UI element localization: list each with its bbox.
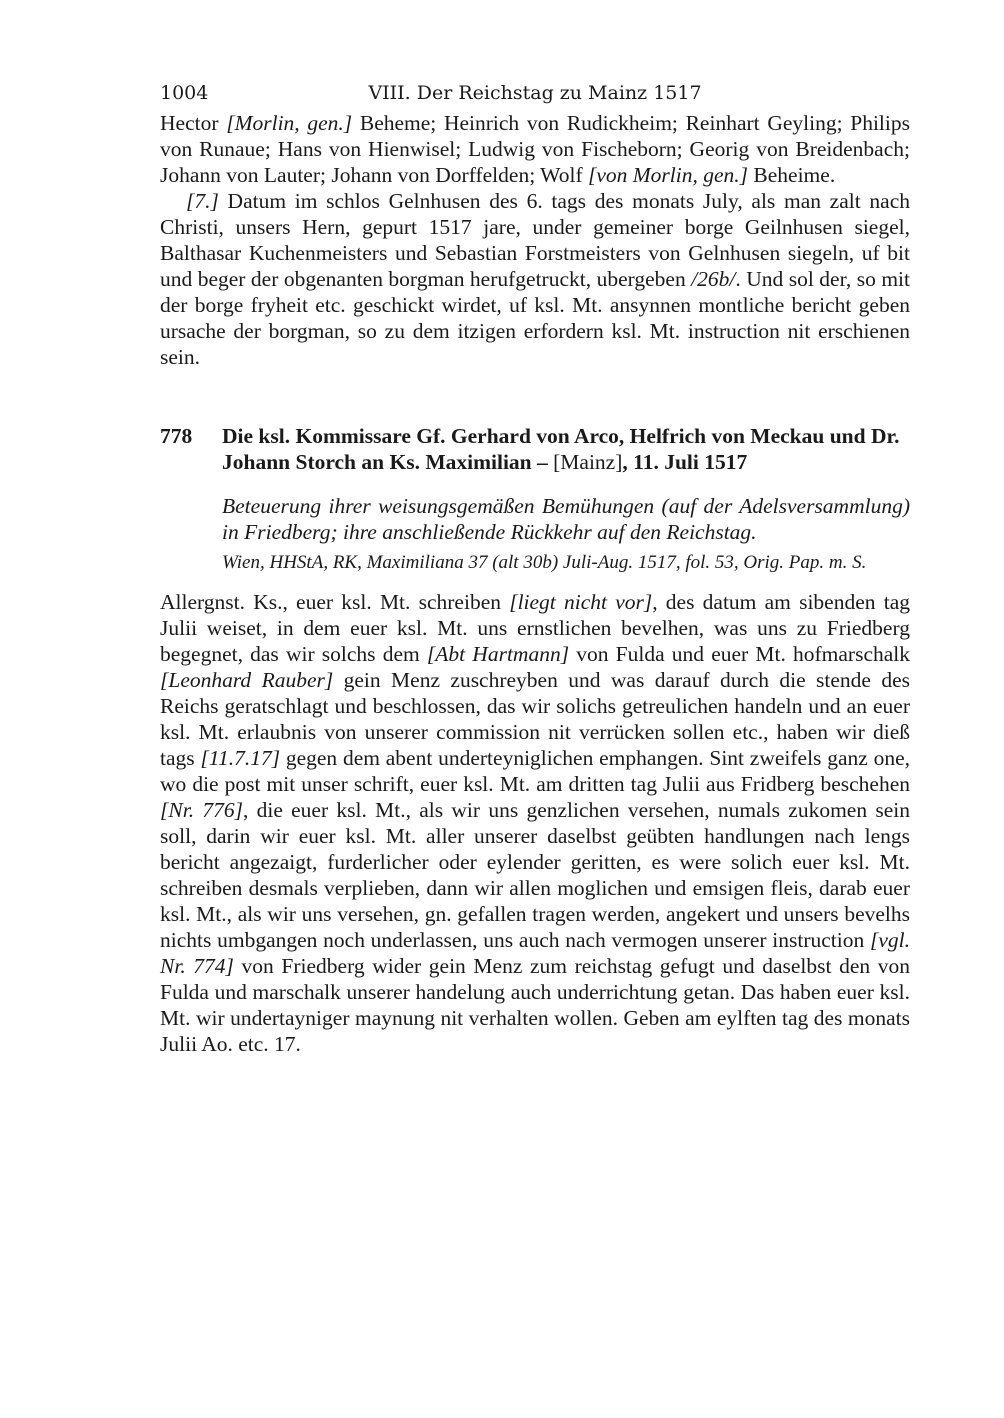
witness-list-paragraph [160, 110, 910, 188]
title-date: , 11. Juli 1517 [622, 450, 748, 474]
editorial-note: [liegt nicht vor] [509, 590, 653, 614]
text-run: , des datum am sibenden tag Julii weiset, in dem euer ksl. Mt. uns ernstlichen bevelhen, was uns zu Friedberg begegnet, das wir solchs dem [160, 590, 910, 666]
title-text: Die ksl. Kommissare Gf. Gerhard von Arco, Helfrich von Meckau und Dr. Johann Storch an Ks. Maximilian – [222, 424, 900, 474]
page-number: 1004 [160, 82, 209, 104]
document-title [222, 423, 910, 475]
letter-text [160, 589, 910, 1057]
text-run: Hector [160, 111, 227, 135]
text-run: von Friedberg wider gein Menz zum reichstag gefugt und daselbst den von Fulda und marschalk unserer handelung auch underrichtung getan. Das haben euer ksl. Mt. wir undertayniger maynung nit verhalten wollen. Geben am eylften tag des monats Julii Ao. etc. 17. [160, 954, 910, 1056]
text-run: von Fulda und euer Mt. hofmarschalk [569, 642, 911, 666]
editorial-note: [Abt Hartmann] [426, 642, 570, 666]
section-marker: [7.] [186, 189, 219, 213]
document-heading [160, 423, 910, 475]
editorial-note: [Nr. 776] [160, 798, 243, 822]
editorial-note: [von Morlin, gen.] [587, 163, 749, 187]
text-run: Datum im schlos Gelnhusen des 6. tags des monats July, als man zalt nach Christi, unsers Hern, gepurt 1517 jare, under gemeiner borge Geilnhusen siegel, Balthasar Kuchenmeisters und Sebastian Forstmeisters von Gelnhusen siegeln, uf bit und beger der obgenanten borgman herufgetruckt, ubergeben [160, 189, 910, 291]
running-title: VIII. Der Reichstag zu Mainz 1517 [368, 82, 702, 104]
editorial-note: [Morlin, gen.] [226, 111, 353, 135]
editorial-note: [11.7.17] [200, 746, 281, 770]
text-run: gein Menz zuschreyben und was darauf durch die stende des Reichs geratschlagt und beschlossen, das wir solichs getreulichen handeln und an euer ksl. Mt. erlaubnis von unserer commission nit verrücken sollen etc., haben wir dieß tags [160, 668, 910, 770]
document-page [160, 78, 910, 1057]
text-run: Allergnst. Ks., euer ksl. Mt. schreiben [160, 590, 510, 614]
running-header [160, 78, 910, 108]
text-run: gegen dem abent underteyniglichen emphangen. Sint zweifels ganz one, wo die post mit unser schrift, euer ksl. Mt. am dritten tag Julii aus Fridberg beschehen [160, 746, 910, 796]
archival-source: Wien, HHStA, RK, Maximiliana 37 (alt 30b) Juli-Aug. 1517, fol. 53, Orig. Pap. m. S. [222, 552, 867, 573]
regest-summary: Beteuerung ihrer weisungsgemäßen Bemühungen (auf der Adelsversammlung) in Friedberg; ihre anschließende Rückkehr auf den Reichstag. [222, 494, 910, 544]
text-run: Beheime. [748, 163, 836, 187]
dating-paragraph [160, 188, 910, 370]
title-place: [Mainz] [553, 450, 623, 474]
text-run: Beheme; Heinrich von Rudickheim; Reinhart Geyling; Philips von Runaue; Hans von Hienwisel; Ludwig von Fischeborn; Georig von Breidenbach; Johann von Lauter; Johann von Dorffelden; Wolf [160, 111, 910, 187]
folio-marker: /26b/ [691, 267, 736, 291]
document-number: 778 [160, 424, 193, 448]
editorial-note: [Leonhard Rauber] [160, 668, 334, 692]
text-run: . Und sol der, so mit der borge fryheit etc. geschickt wirdet, uf ksl. Mt. ansynnen montliche bericht geben ursache der borgman, so zu dem itzigen erfordern ksl. Mt. instruction nit erschienen sein. [160, 267, 910, 369]
text-run: , die euer ksl. Mt., als wir uns genzlichen versehen, numals zukomen sein soll, darin wir euer ksl. Mt. aller unserer daselbst geübten handlungen nach lengs bericht angezaigt, furderlicher oder eylender geritten, es were solich euer ksl. Mt. schreiben desmals verplieben, dann wir allen moglichen und emsigen fleis, darab euer ksl. Mt., als wir uns versehen, gn. gefallen tragen werden, angekert und unsers bevelhs nichts umbgangen noch underlassen, uns auch nach vermogen unserer instruction [160, 798, 910, 952]
editorial-note: [vgl. Nr. 774] [160, 928, 910, 978]
